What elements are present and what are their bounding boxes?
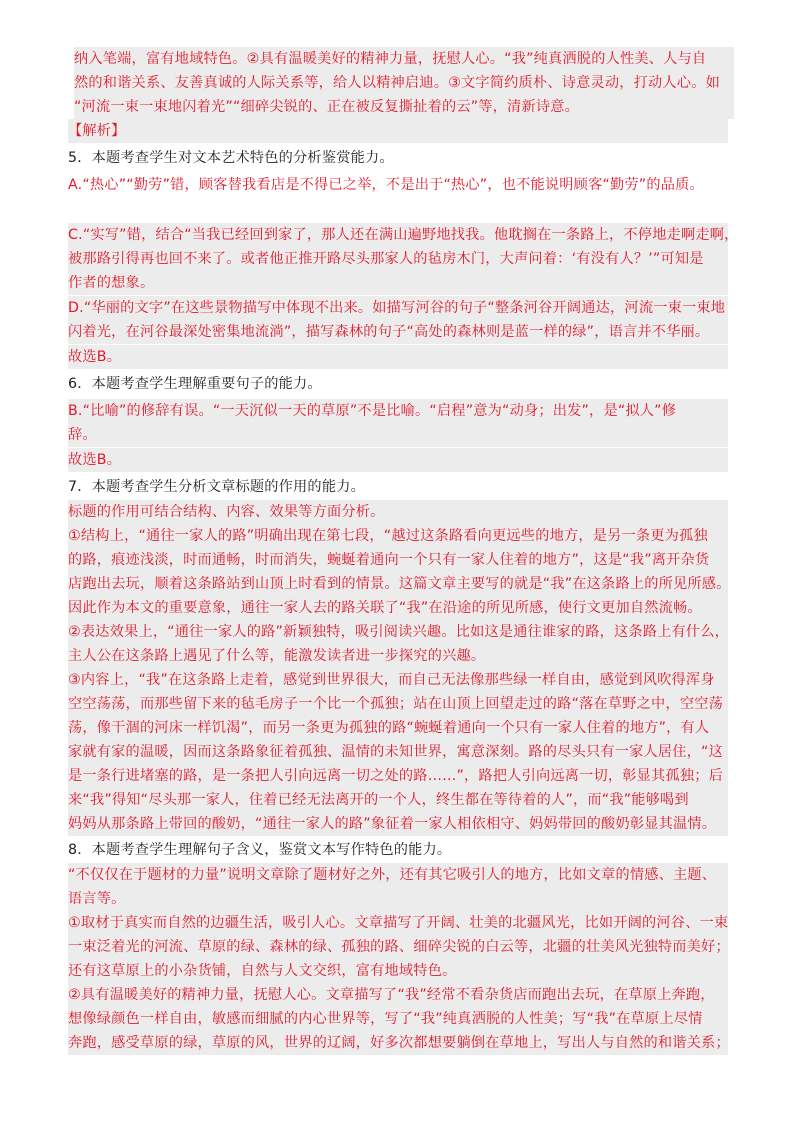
text-line: 空空荡荡，而那些留下来的毡毛房子一个比一个孤独；站在山顶上回望走过的路“落在草野之中，空空荡 [68, 696, 723, 712]
text-line: 荡，像干涸的河床一样饥渴”，而另一条更为孤独的路“蜿蜒着通向一个只有一家人住着的地方”，有人 [68, 720, 710, 736]
text-line: 故选B。 [68, 452, 122, 468]
q5-heading [68, 146, 734, 170]
q6-heading [68, 372, 734, 396]
q5-option-d [68, 296, 728, 344]
text-line: ③内容上，“我”在这条路上走着，感觉到世界很大，而自己无法像那些绿一样自由，感觉到风吹得浑身 [68, 672, 715, 688]
q5-heading-text: 5．本题考查学生对文本艺术特色的分析鉴赏能力。 [68, 150, 394, 166]
q5-option-c [68, 223, 739, 295]
text-line: 然的和谐关系、友善真诚的人际关系等，给人以精神启迪。③文字简约质朴、诗意灵动，打动人心。如 [74, 75, 720, 91]
text-line: ①结构上，“通往一家人的路”明确出现在第七段，“越过这条路看向更远些的地方，是另一条更为孤独 [68, 528, 708, 544]
text-line: ②具有温暖美好的精神力量，抚慰人心。文章描写了“我”经常不看杂货店而跑出去玩，在草原上奔跑， [68, 987, 715, 1003]
text-line: 辞。 [68, 427, 97, 443]
analysis-label [68, 119, 728, 143]
text-line: 闪着光，在河谷最深处密集地流淌”，描写森林的句子“高处的森林则是蓝一样的绿”，语言并不华丽。 [68, 324, 710, 340]
text-line: 的路，痕迹浅淡，时而通畅，时而消失，蜿蜒着通向一个只有一家人住着的地方”，这是“我”离开杂货 [68, 552, 710, 568]
text-line: 来“我”得知“尽头那一家人，住着已经无法离开的一个人，终生都在等待着的人”，而“我”能够喝到 [68, 792, 689, 808]
text-line: 语言等。 [68, 891, 126, 907]
text-line: 想像绿颜色一样自由，敏感而细腻的内心世界等，写了“我”纯真洒脱的人性美；写“我”在草原上尽情 [68, 1011, 703, 1027]
q8-heading [68, 838, 734, 862]
q8-heading-text: 8．本题考查学生理解句子含义，鉴赏文本写作特色的能力。 [68, 842, 452, 858]
text-line: 是一条行进堵塞的路，是一条把人引向远离一切之处的路……”，路把人引向远离一切，彰显其孤独；后 [68, 768, 723, 784]
q8-body [68, 863, 728, 1055]
text-line: 纳入笔端，富有地域特色。②具有温暖美好的精神力量，抚慰人心。“我”纯真洒脱的人性美、人与自 [74, 51, 707, 67]
text-line: “不仅仅在于题材的力量”说明文章除了题材好之外，还有其它吸引人的地方，比如文章的情感、主题、 [68, 867, 717, 883]
q7-body [68, 500, 731, 836]
text-line: 奔跑，感受草原的绿，草原的风，世界的辽阔，好多次都想要躺倒在草地上，写出人与自然的和谐关系； [68, 1035, 730, 1051]
q6-answer [68, 448, 728, 472]
text-line: “河流一束一束地闪着光”“细碎尖锐的、正在被反复撕扯着的云”等，清新诗意。 [74, 99, 579, 115]
text-line: C.“实写”错，结合“当我已经回到家了，那人还在满山遍野地找我。他耽搁在一条路上，不停地走啊走啊， [68, 227, 739, 243]
text-line: 主人公在这条路上遇见了什么等，能激发读者进一步探究的兴趣。 [68, 648, 486, 664]
text-line: 被那路引得再也回不来了。或者他正推开路尽头那家人的毡房木门，大声问着：‘有没有人？’”可知是 [68, 251, 704, 267]
text-line: 因此作为本文的重要意象，通往一家人去的路关联了“我”在沿途的所见所感，使行文更加自然流畅。 [68, 600, 702, 616]
text-line: 店跑出去玩，顺着这条路站到山顶上时看到的情景。这篇文章主要写的就是“我”在这条路上的所见所感。 [68, 576, 731, 592]
text-line: 一束泛着光的河流、草原的绿、森林的绿、孤独的路、细碎尖锐的白云等，北疆的壮美风光独特而美好； [68, 939, 730, 955]
text-line: 妈妈从那条路上带回的酸奶，“通往一家人的路”象征着一家人相依相守、妈妈带回的酸奶彰显其温情。 [68, 816, 717, 832]
text-line: ①取材于真实而自然的边疆生活，吸引人心。文章描写了开阔、壮美的北疆风光，比如开阔的河谷、一束 [68, 915, 729, 931]
text-line: 作者的想象。 [68, 275, 155, 291]
text-line: B.“比喻”的修辞有误。“一天沉似一天的草原”不是比喻。“启程”意为“动身；出发”，是“拟人”修 [68, 403, 677, 419]
text-line: 家就有家的温暖，因而这条路象征着孤独、温情的未知世界，寓意深刻。路的尽头只有一家人居住，“这 [68, 744, 723, 760]
text-line: 还有这草原上的小杂货铺，自然与人文交织，富有地域特色。 [68, 963, 457, 979]
q6-heading-text: 6．本题考查学生理解重要句子的能力。 [68, 376, 322, 392]
text-line: A.“热心”“勤劳”错，顾客替我看店是不得已之举，不是出于“热心”，也不能说明顾客“勤劳”的品质。 [68, 177, 704, 193]
q6-option-b [68, 399, 728, 447]
q5-answer [68, 345, 728, 369]
answer-continuation [74, 47, 734, 119]
text-line: 故选B。 [68, 349, 122, 365]
text-line: D.“华丽的文字”在这些景物描写中体现不出来。如描写河谷的句子“整条河谷开阔通达，河流一束一束地 [68, 300, 726, 316]
text-line: ②表达效果上，“通往一家人的路”新颖独特，吸引阅读兴趣。比如这是通往谁家的路，这条路上有什么， [68, 624, 730, 640]
q7-heading [68, 475, 734, 499]
text-line: 标题的作用可结合结构、内容、效果等方面分析。 [68, 504, 385, 520]
q7-heading-text: 7．本题考查学生分析文章标题的作用的能力。 [68, 479, 365, 495]
q5-option-a [68, 173, 728, 197]
analysis-label-text: 【解析】 [68, 123, 126, 139]
